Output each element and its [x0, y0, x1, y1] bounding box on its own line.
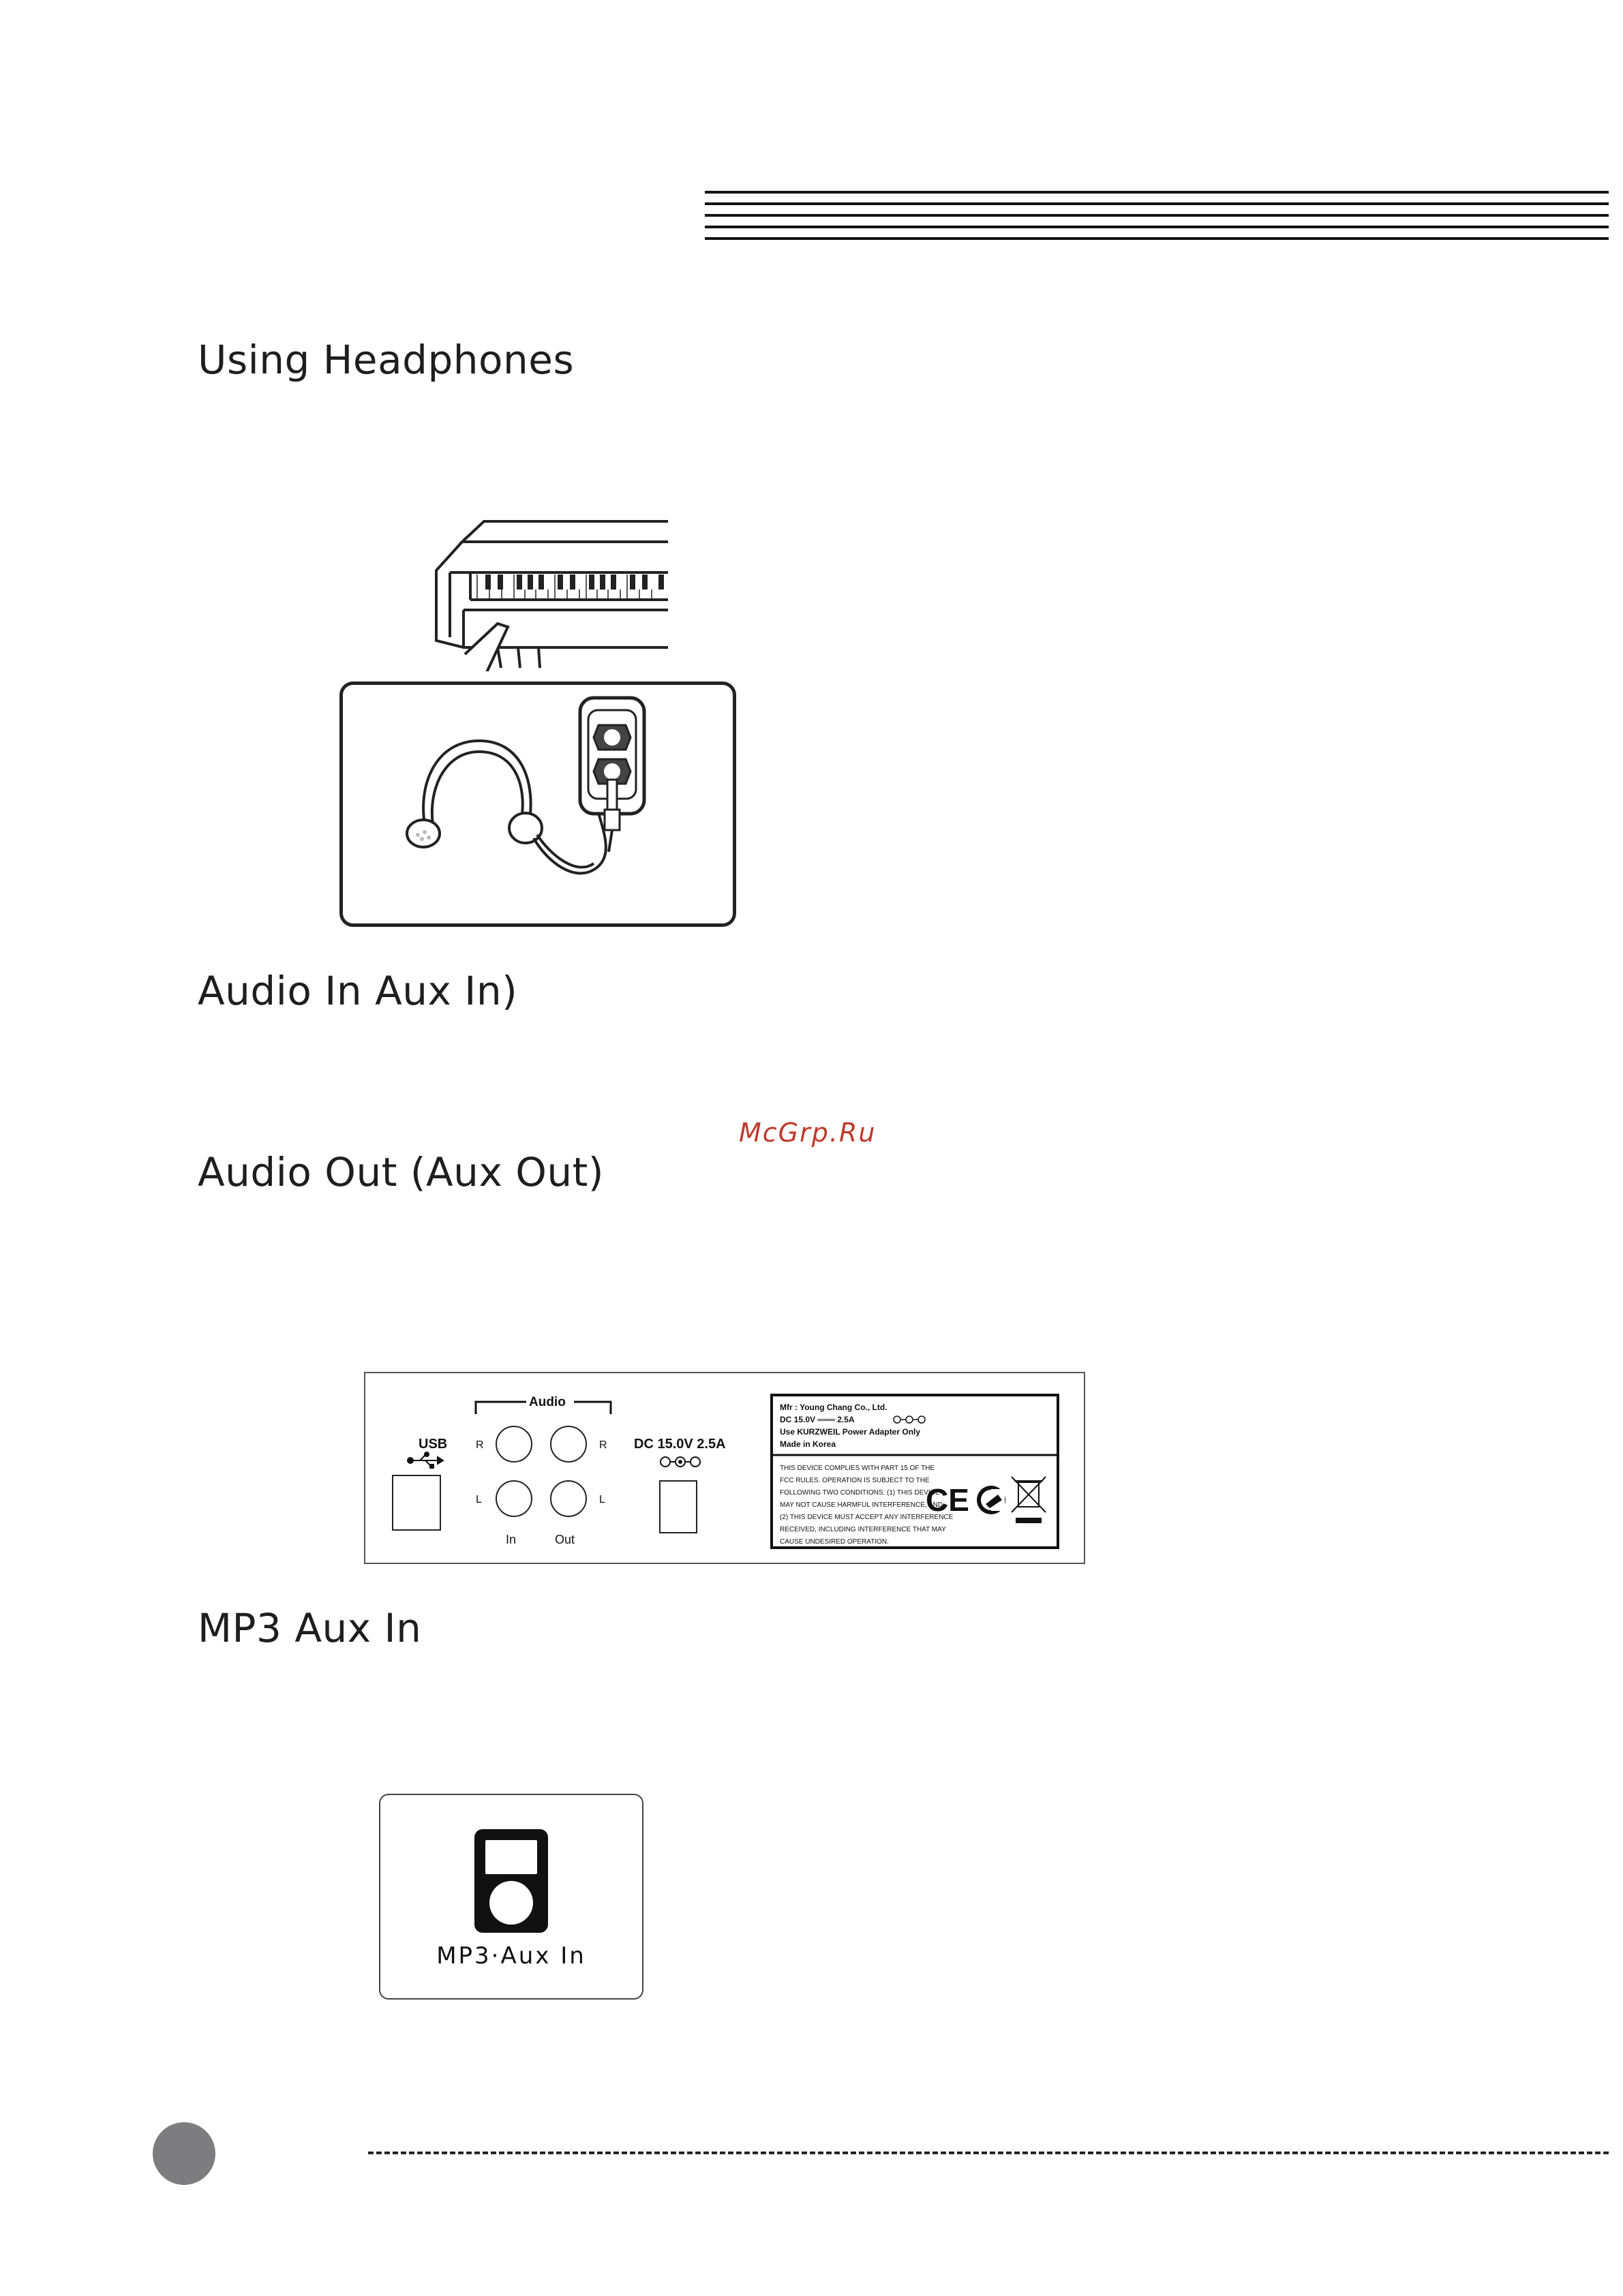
header-rule-5 — [705, 237, 1609, 240]
fcc-line-5: (2) THIS DEVICE MUST ACCEPT ANY INTERFERENCE — [780, 1514, 954, 1521]
fcc-line-1: THIS DEVICE COMPLIES WITH PART 15 OF THE — [780, 1465, 935, 1472]
audio-out-l-jack — [551, 1481, 586, 1516]
ce-mark-icon: CE — [926, 1482, 969, 1518]
spec-line-4: Made in Korea — [780, 1439, 836, 1449]
heading-audio-in: Audio In Aux In) — [198, 968, 518, 1014]
page-number-dot — [153, 2122, 215, 2185]
header-rule-1 — [705, 191, 1609, 194]
rear-panel — [364, 1372, 1085, 1564]
dc-label: DC 15.0V 2.5A — [634, 1437, 726, 1452]
header-rule-2 — [705, 202, 1609, 205]
audio-label: Audio — [529, 1395, 566, 1409]
dc-polarity-icon — [661, 1457, 700, 1467]
heading-mp3-aux-in: MP3 Aux In — [198, 1605, 422, 1651]
usb-port — [393, 1475, 440, 1530]
audio-r-left: R — [476, 1439, 484, 1451]
fcc-line-6: RECEIVED, INCLUDING INTERFERENCE THAT MAY — [780, 1526, 946, 1533]
audio-in-l-jack — [496, 1481, 532, 1516]
rear-panel-drawing — [365, 1373, 1084, 1563]
headphones-callout — [339, 682, 736, 927]
fcc-line-2: FCC RULES. OPERATION IS SUBJECT TO THE — [780, 1477, 930, 1484]
audio-out-label: Out — [555, 1533, 575, 1546]
headphone-jack-panel — [575, 695, 650, 852]
mp3-aux-in-panel — [379, 1794, 643, 2000]
audio-in-label: In — [506, 1533, 517, 1546]
usb-icon — [408, 1452, 443, 1468]
spec-line-2: DC 15.0V ═══ 2.5A — [780, 1415, 855, 1424]
usb-label: USB — [419, 1437, 448, 1452]
watermark: McGrp.Ru — [739, 1118, 877, 1148]
audio-l-left: L — [476, 1494, 482, 1505]
piano-illustration — [423, 515, 668, 671]
dc-port — [660, 1481, 697, 1533]
heading-audio-out: Audio Out (Aux Out) — [198, 1149, 604, 1195]
audio-l-right: L — [599, 1494, 605, 1505]
header-rule-4 — [705, 226, 1609, 228]
mp3-player-icon — [472, 1826, 551, 1935]
fcc-line-3: FOLLOWING TWO CONDITIONS: (1) THIS DEVICE — [780, 1489, 940, 1497]
fcc-line-4: MAY NOT CAUSE HARMFUL INTERFERENCE, AND — [780, 1501, 943, 1509]
fcc-line-7: CAUSE UNDESIRED OPERATION. — [780, 1538, 889, 1546]
audio-out-r-jack — [551, 1426, 586, 1462]
spec-line-3: Use KURZWEIL Power Adapter Only — [780, 1427, 921, 1437]
mp3-aux-in-label: MP3·Aux In — [436, 1942, 586, 1970]
spec-line-1: Mfr : Young Chang Co., Ltd. — [780, 1403, 888, 1412]
heading-using-headphones: Using Headphones — [198, 337, 575, 383]
audio-in-r-jack — [496, 1426, 532, 1462]
audio-r-right: R — [599, 1439, 607, 1451]
footer-dashed-rule — [368, 2152, 1609, 2154]
header-rule-3 — [705, 214, 1609, 217]
